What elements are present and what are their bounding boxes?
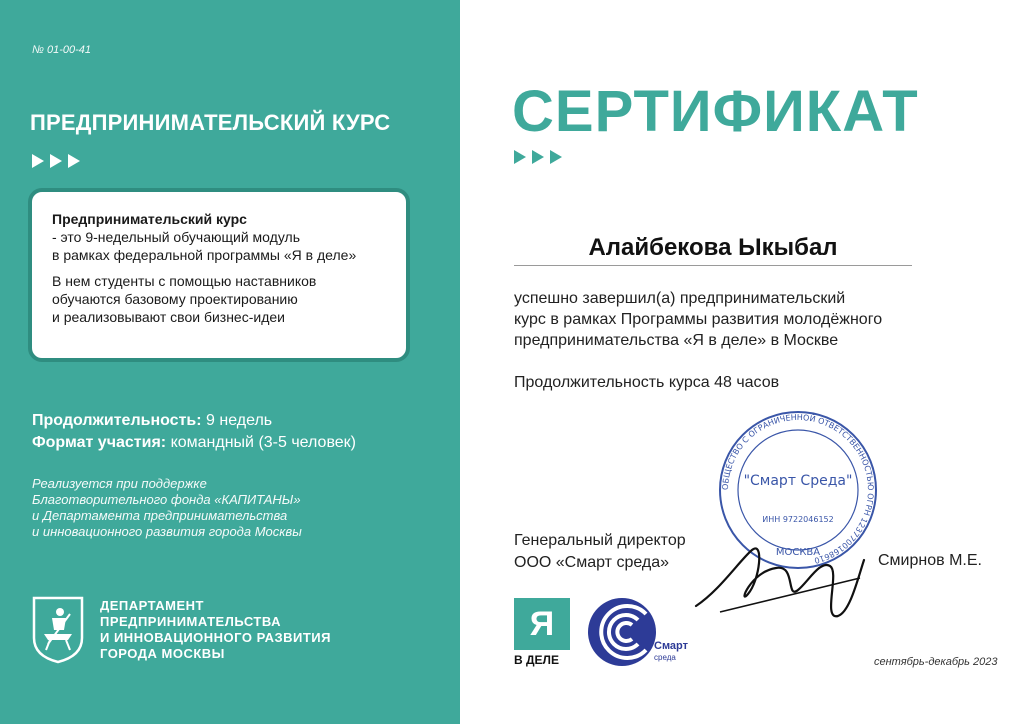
director-org: ООО «Смарт среда» (514, 554, 670, 571)
card-line: обучаются базовому проектированию (52, 291, 298, 307)
department-block (30, 594, 331, 664)
certificate-number: № 01-00-41 (32, 44, 92, 56)
duration-label: Продолжительность: (32, 412, 202, 429)
duration-value: 9 недель (201, 412, 273, 429)
completion-line: курс в рамках Программы развития молодёжного (514, 311, 883, 328)
support-line: и инновационного развития города Москвы (32, 524, 302, 539)
card-line: - это 9-недельный обучающий модуль (52, 229, 300, 245)
stamp-inn: ИНН 9722046152 (762, 515, 834, 524)
course-title: ПРЕДПРИНИМАТЕЛЬСКИЙ КУРС (30, 110, 391, 135)
director-block (514, 530, 686, 574)
department-line: И ИННОВАЦИОННОГО РАЗВИТИЯ (100, 630, 331, 645)
smart-logo-sub: среда (654, 653, 676, 662)
course-period: сентябрь-декабрь 2023 (874, 656, 998, 668)
department-line: ПРЕДПРИНИМАТЕЛЬСТВА (100, 614, 281, 629)
smart-logo-word: Смарт (654, 640, 689, 652)
ya-logo-label: В ДЕЛЕ (514, 653, 559, 667)
support-note (32, 476, 302, 540)
completion-line: успешно завершил(а) предпринимательский (514, 290, 846, 307)
arrows-icon (514, 150, 562, 164)
department-line: ДЕПАРТАМЕНТ (100, 598, 205, 613)
card-title: Предпринимательский курс (52, 211, 247, 227)
card-line: и реализовывают свои бизнес-идеи (52, 309, 285, 325)
certificate-title: СЕРТИФИКАТ (512, 79, 919, 144)
stamp-company: "Смарт Среда" (743, 473, 853, 489)
signature-icon (690, 520, 870, 630)
ya-logo-letter: Я (514, 598, 570, 650)
recipient-name: Алайбекова Ыкыбал (514, 234, 912, 266)
course-facts (32, 410, 356, 454)
completion-line: предпринимательства «Я в деле» в Москве (514, 332, 839, 349)
left-panel (0, 0, 460, 724)
card-line: в рамках федеральной программы «Я в деле» (52, 247, 357, 263)
course-duration: Продолжительность курса 48 часов (514, 374, 780, 391)
completion-text (514, 288, 882, 351)
moscow-coat-of-arms-icon (30, 594, 86, 664)
format-label: Формат участия: (32, 434, 167, 451)
stamp-ring-text: ОБЩЕСТВО С ОГРАНИЧЕННОЙ ОТВЕТСТВЕННОСТЬЮ ОГРН 1237700168610 (720, 412, 876, 566)
stamp-city: МОСКВА (775, 547, 821, 558)
card-line: В нем студенты с помощью наставников (52, 273, 317, 289)
department-name (100, 598, 331, 662)
support-line: Благотворительного фонда «КАПИТАНЫ» (32, 492, 301, 507)
support-line: Реализуется при поддержке (32, 476, 207, 491)
director-name: Смирнов М.Е. (878, 552, 982, 569)
director-title: Генеральный директор (514, 532, 686, 549)
arrows-icon (32, 154, 80, 168)
course-info-card (28, 188, 410, 362)
ya-v-dele-logo (514, 598, 570, 670)
format-value: командный (3-5 человек) (166, 434, 356, 451)
smart-sreda-logo-text (654, 640, 688, 664)
support-line: и Департамента предпринимательства (32, 508, 288, 523)
department-line: ГОРОДА МОСКВЫ (100, 646, 225, 661)
